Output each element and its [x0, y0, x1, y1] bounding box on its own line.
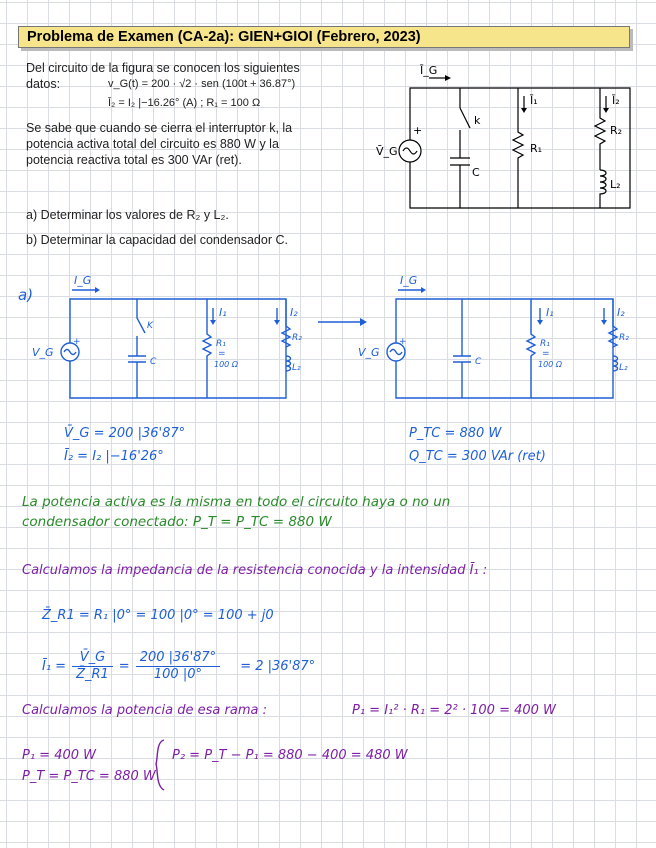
hw-green-line-2: condensador conectado: P_T = P_TC = 880 W: [22, 514, 332, 530]
data-vg: v_G(t) = 200 · √2 · sen (100t + 36.87°): [108, 78, 296, 90]
hw-right-i1: I₁: [546, 306, 554, 319]
hw-i2-equation: Ī₂ = I₂ |−16'26°: [64, 449, 164, 464]
label-i2: Ī₂: [612, 94, 620, 107]
hw-i1-den2: 100 |0°: [153, 667, 202, 682]
hw-left-plus: +: [73, 337, 81, 347]
hw-z-equation: Z̄_R1 = R₁ |0° = 100 |0° = 100 + j0: [42, 608, 274, 623]
label-l2: L₂: [610, 178, 621, 191]
data-i2: Ī₂ = I₂ |−16.26° (A) ; R₁ = 100 Ω: [108, 97, 261, 109]
hw-right-c: C: [475, 357, 482, 367]
hw-purple-line-1: Calculamos la impedancia de la resistencia conocida y la intensidad Ī₁ :: [22, 563, 488, 578]
hw-ptc: P_TC = 880 W: [409, 426, 502, 441]
hw-i1-eq2: =: [118, 658, 130, 674]
hw-left-i2: I₂: [290, 306, 298, 319]
question-a: a) Determinar los valores de R₂ y L₂.: [26, 208, 229, 222]
label-k: k: [474, 114, 481, 127]
hw-right-ig: I_G: [400, 274, 418, 287]
hw-pt-value: P_T = P_TC = 880 W: [22, 769, 156, 784]
hw-left-i1: I₁: [219, 306, 227, 319]
hw-vg-equation: V̄_G = 200 |36'87°: [64, 426, 186, 441]
hw-left-r1-val: 100 Ω: [214, 360, 238, 369]
label-r1: R₁: [530, 142, 543, 155]
label-c: C: [472, 166, 480, 179]
hw-p2-equation: P₂ = P_T − P₁ = 880 − 400 = 480 W: [172, 748, 408, 763]
hw-left-k: K: [147, 321, 153, 331]
hw-right-r1-eq: =: [542, 349, 550, 359]
hw-i1-num: V̄_G: [72, 650, 113, 667]
hw-left-ig: I_G: [74, 274, 92, 287]
hw-left-r1: R₁: [216, 339, 226, 349]
hw-right-r1-val: 100 Ω: [538, 360, 562, 369]
label-i1: Ī₁: [530, 94, 538, 107]
hw-brace: [150, 738, 170, 792]
hw-p1-value: P₁ = 400 W: [22, 748, 97, 763]
label-vg: V̄_G: [376, 145, 398, 158]
hw-i1-lhs: Ī₁ =: [42, 658, 67, 674]
hw-i1-frac-2: [136, 650, 220, 683]
page-title: Problema de Examen (CA-2a): GIEN+GIOI (Febrero, 2023): [18, 26, 630, 48]
hw-left-c: C: [150, 357, 157, 367]
hw-p1-equation: P₁ = I₁² · R₁ = 2² · 100 = 400 W: [352, 703, 556, 718]
hw-right-plus: +: [399, 337, 407, 347]
hw-right-vg: V_G: [358, 346, 380, 359]
hw-i1-num2: 200 |36'87°: [136, 650, 220, 667]
hw-left-r2: R₂: [292, 333, 302, 343]
hw-left-r1-eq: =: [218, 349, 226, 359]
label-r2: R₂: [610, 124, 623, 137]
hw-right-r1: R₁: [540, 339, 550, 349]
hw-left-l2: L₂: [292, 363, 301, 373]
hw-right-l2: L₂: [619, 363, 628, 373]
hw-green-line-1: La potencia activa es la misma en todo el circuito haya o no un: [22, 494, 451, 510]
hw-part-label: a): [18, 286, 34, 304]
hw-i1-den: Z̄_R1: [76, 667, 109, 682]
label-plus: +: [413, 124, 423, 137]
question-b: b) Determinar la capacidad del condensador C.: [26, 233, 288, 247]
hw-left-vg: V_G: [32, 346, 54, 359]
label-ig: Ī_G: [420, 64, 438, 77]
hw-i1-equation: [42, 650, 315, 683]
hw-purple-line-2: Calculamos la potencia de esa rama :: [22, 703, 267, 718]
hw-i1-frac-1: [72, 650, 113, 683]
para-line-2: potencia activa total del circuito es 880 W y la: [26, 137, 279, 151]
hw-i1-result: = 2 |36'87°: [240, 658, 316, 674]
intro-line-2: datos:: [26, 77, 61, 91]
hw-right-r2: R₂: [619, 333, 629, 343]
intro-line-1: Del circuito de la figura se conocen los siguientes: [26, 61, 300, 75]
para-line-3: potencia reactiva total es 300 VAr (ret).: [26, 153, 242, 167]
para-line-1: Se sabe que cuando se cierra el interruptor k, la: [26, 121, 293, 135]
hw-qtc: Q_TC = 300 VAr (ret): [409, 449, 546, 464]
hw-right-i2: I₂: [617, 306, 625, 319]
